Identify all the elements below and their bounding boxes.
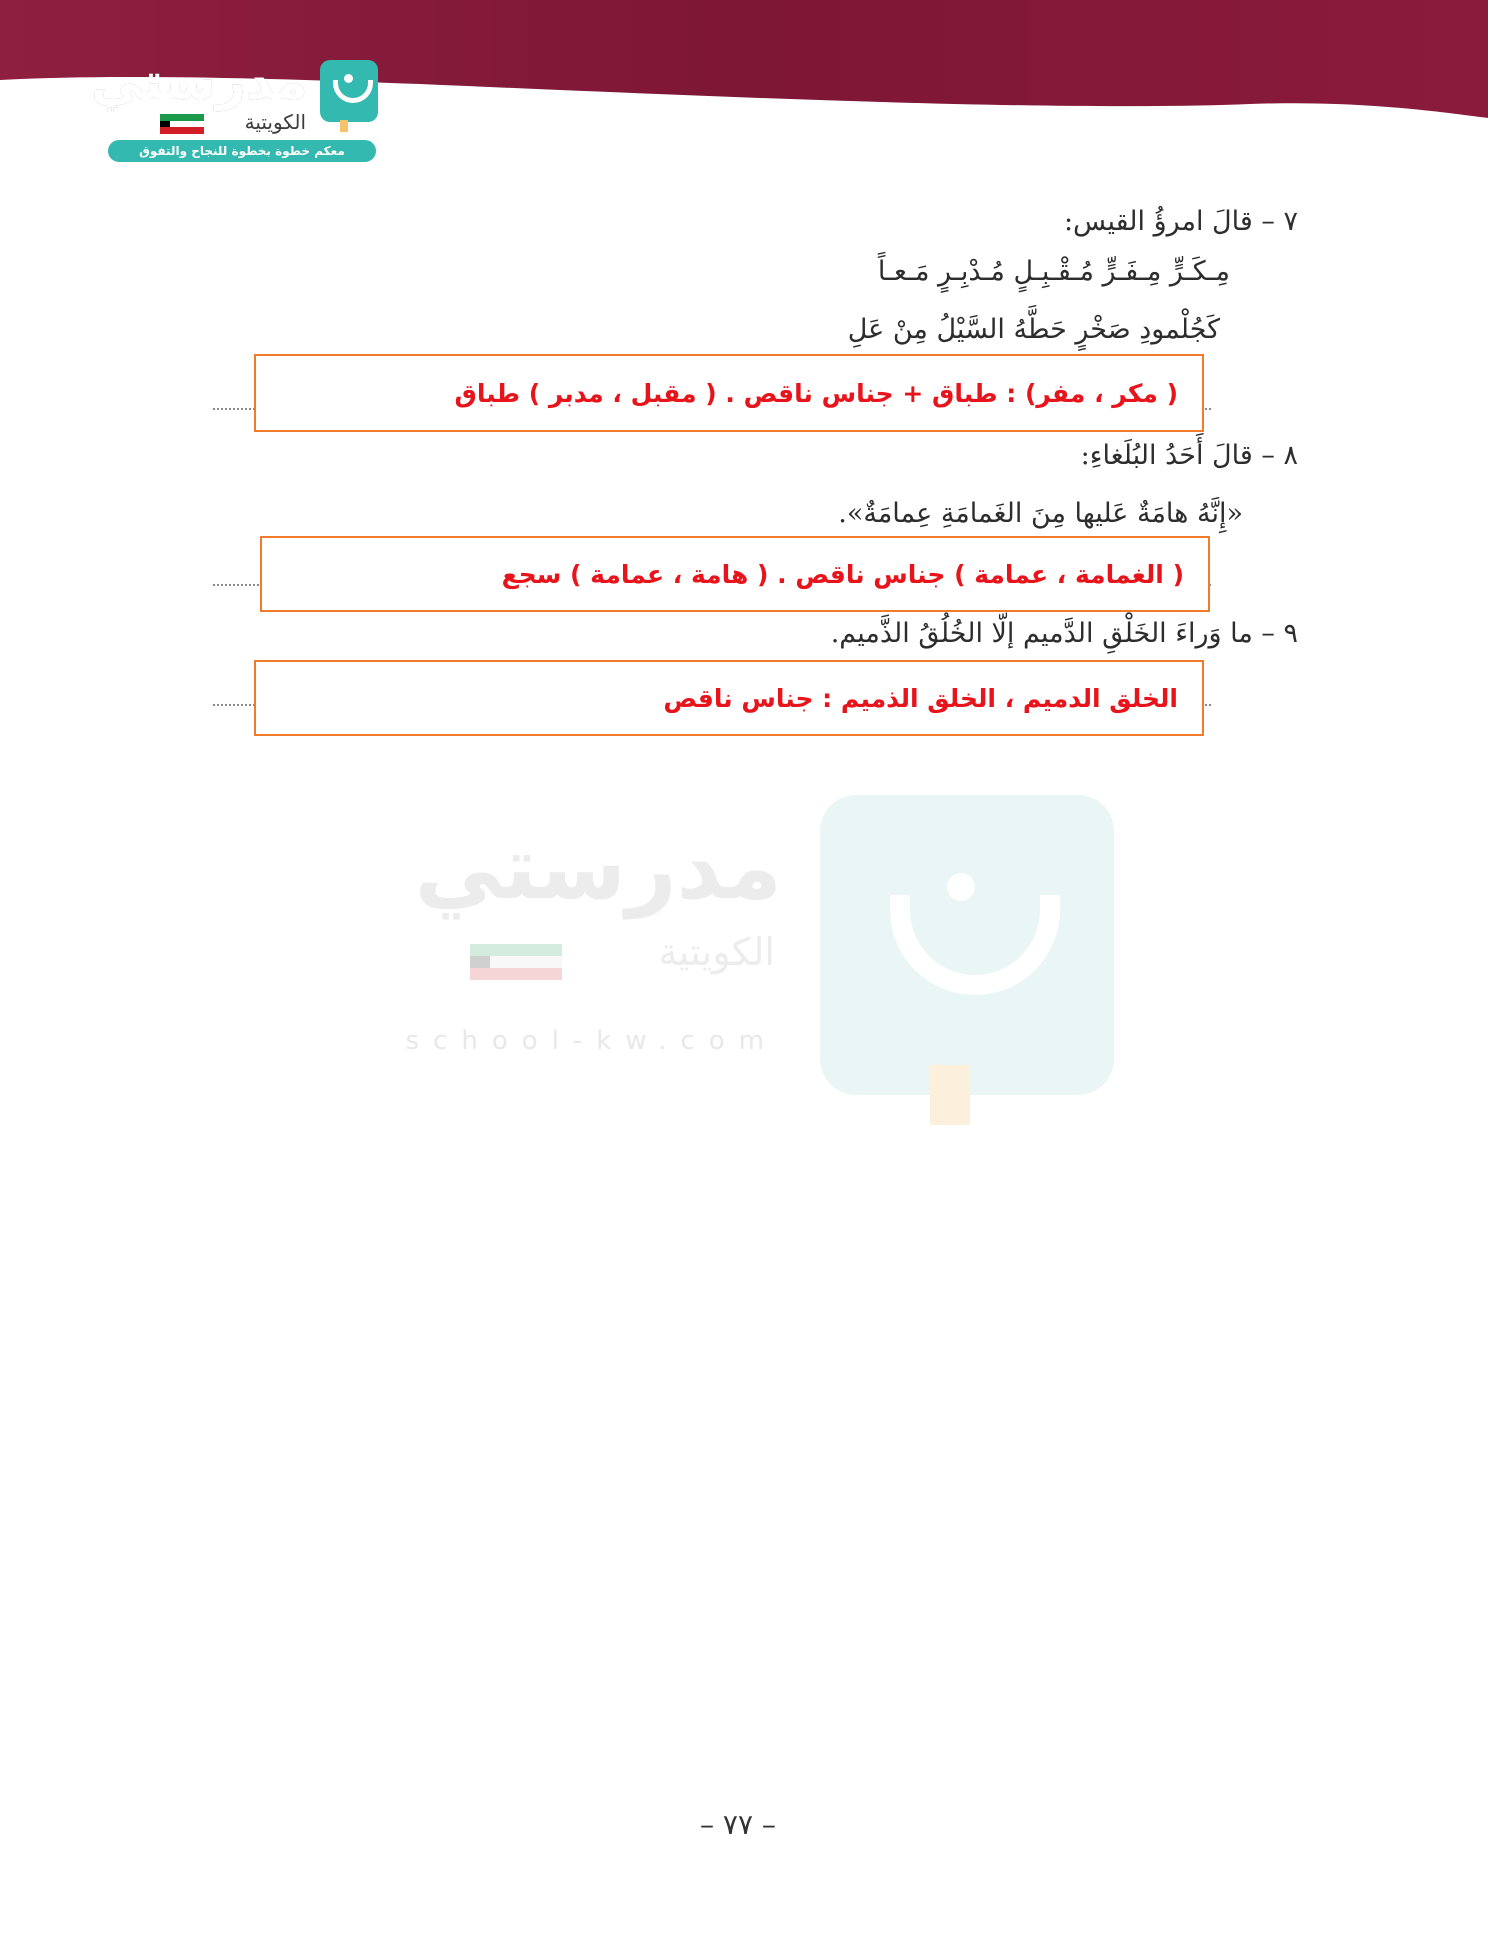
logo-title: مدرستي xyxy=(90,52,308,112)
answer-box-7: ( مكر ، مفر) : طباق + جناس ناقص . ( مقبل ، مدبر ) طباق xyxy=(254,354,1204,432)
question-8-heading: ٨ – قالَ أَحَدُ البُلَغاءِ: xyxy=(1080,440,1298,471)
watermark-logo-icon xyxy=(820,795,1114,1095)
question-7-verse-line-1: مِـكَـرٍّ مِـفَـرٍّ مُـقْـبِـلٍ مُـدْبِـرٍ مَـعـاً xyxy=(877,256,1230,287)
page-number: – ٧٧ – xyxy=(700,1808,776,1841)
answer-box-8: ( الغمامة ، عمامة ) جناس ناقص . ( هامة ، عمامة ) سجع xyxy=(260,536,1210,612)
watermark-title: مدرستي xyxy=(414,816,782,919)
kuwait-flag-icon xyxy=(160,114,204,134)
logo-subtitle: الكويتية xyxy=(244,110,306,134)
question-7-heading: ٧ – قالَ امرؤُ القيس: xyxy=(1063,206,1298,237)
watermark-flag-icon xyxy=(470,944,562,980)
answer-box-9: الخلق الدميم ، الخلق الذميم : جناس ناقص xyxy=(254,660,1204,736)
madrasati-logo xyxy=(90,52,378,164)
watermark-subtitle: الكويتية xyxy=(658,930,775,974)
madrasati-logo-icon xyxy=(320,60,378,122)
logo-tagline: معكم خطوة بخطوة للنجاح والتفوق xyxy=(108,140,376,162)
question-8-quote: «إِنَّهُ هامَةٌ عَليها مِنَ الغَمامَةِ عِمامَةٌ». xyxy=(838,498,1243,529)
question-9-heading: ٩ – ما وَراءَ الخَلْقِ الدَّميم إلّا الخُلُقُ الذَّميم. xyxy=(830,618,1298,649)
question-7-verse-line-2: كَجُلْمودِ صَخْرٍ حَطَّهُ السَّيْلُ مِنْ عَلِ xyxy=(847,314,1220,345)
watermark-url: school-kw.com xyxy=(405,1026,778,1056)
